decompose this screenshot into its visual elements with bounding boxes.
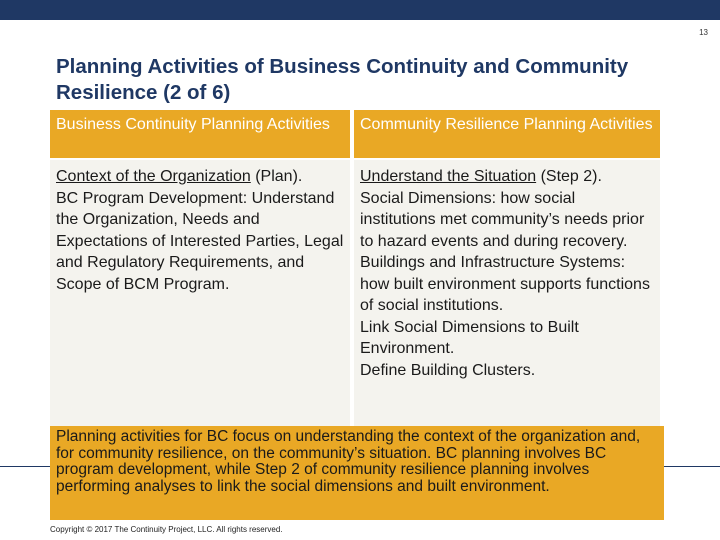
bc-header: Business Continuity Planning Activities: [50, 110, 350, 158]
cr-header: Community Resilience Planning Activities: [354, 110, 660, 158]
cr-situation-suffix: (Step 2).: [536, 168, 602, 185]
cr-building-clusters: Define Building Clusters.: [360, 361, 536, 379]
cr-social-dimensions: Social Dimensions: how social institutions met community’s needs prior to hazard events and during recovery.: [360, 189, 645, 250]
cr-situation-line: [360, 166, 654, 188]
cr-situation-link: Understand the Situation: [360, 168, 537, 185]
cr-cell: [354, 160, 660, 430]
top-bar: [0, 0, 720, 20]
bc-context-suffix: (Plan).: [250, 168, 303, 185]
bc-context-line: [56, 166, 344, 188]
cr-link-dimensions: Link Social Dimensions to Built Environment.: [360, 318, 579, 357]
summary-callout: Planning activities for BC focus on understanding the context of the organization and, for community resilience, on the community’s situation. BC planning involves BC program development, while Step 2 of community resilience planning involves performing analyses to link the social dimensions and built environment.: [50, 426, 664, 520]
bc-context-link: Context of the Organization: [56, 168, 251, 185]
page-number: 13: [699, 28, 708, 37]
bc-program-text: BC Program Development: Understand the Organization, Needs and Expectations of Interested Parties, Legal and Regulatory Requirements, and Scope of BCM Program.: [56, 189, 344, 293]
slide-title: Planning Activities of Business Continuity and Community Resilience (2 of 6): [56, 55, 629, 104]
copyright-footer: Copyright © 2017 The Continuity Project, LLC. All rights reserved.: [50, 525, 283, 534]
cr-buildings-infrastructure: Buildings and Infrastructure Systems: how built environment supports functions of social institutions.: [360, 254, 650, 314]
bc-cell: [50, 160, 350, 430]
